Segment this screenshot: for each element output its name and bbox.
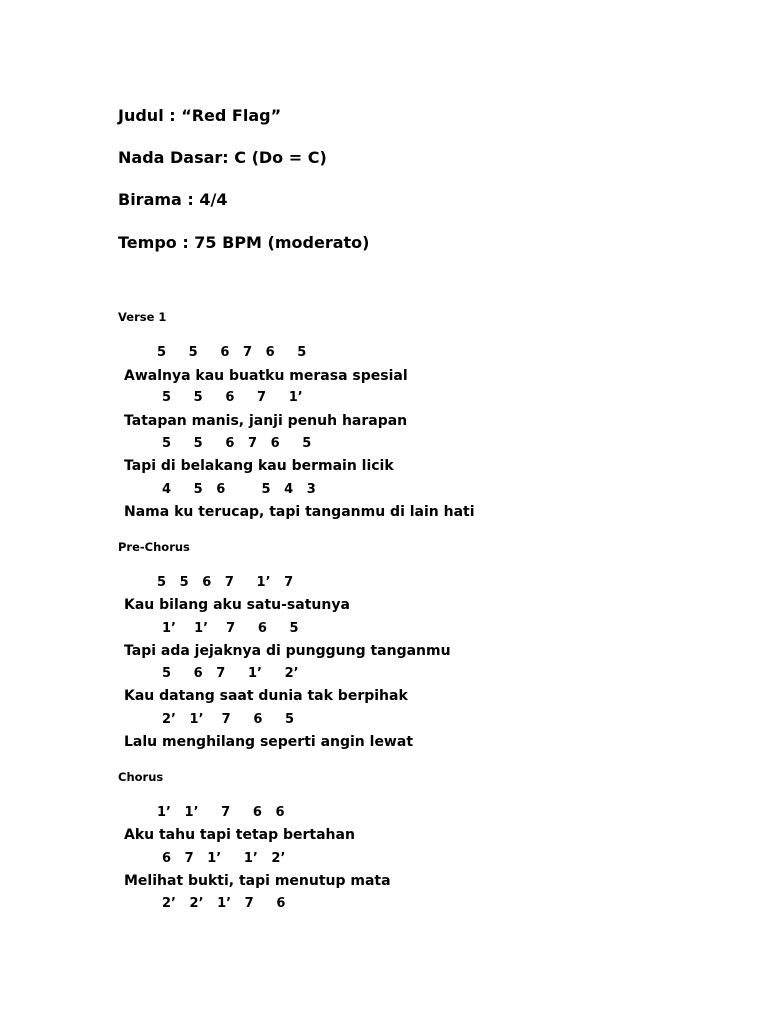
section-title-chorus: Chorus xyxy=(118,770,164,784)
notes-line: 5 6 7 1’ 2’ xyxy=(162,666,299,681)
song-meter: Birama : 4/4 xyxy=(118,190,228,209)
song-title: Judul : “Red Flag” xyxy=(118,106,282,125)
notes-line: 6 7 1’ 1’ 2’ xyxy=(162,851,286,866)
lyric-line: Kau bilang aku satu-satunya xyxy=(124,597,350,613)
song-key: Nada Dasar: C (Do = C) xyxy=(118,148,327,167)
lyric-line: Tapi di belakang kau bermain licik xyxy=(124,458,394,474)
lyric-line: Nama ku terucap, tapi tanganmu di lain hati xyxy=(124,504,475,520)
lyric-line: Tatapan manis, janji penuh harapan xyxy=(124,413,408,429)
notes-line: 5 5 6 7 6 5 xyxy=(162,436,312,451)
lyric-line: Awalnya kau buatku merasa spesial xyxy=(124,368,408,384)
song-tempo: Tempo : 75 BPM (moderato) xyxy=(118,233,370,252)
notes-line: 5 5 6 7 6 5 xyxy=(157,345,307,360)
section-title-pre-chorus: Pre-Chorus xyxy=(118,540,190,554)
notes-line: 2’ 1’ 7 6 5 xyxy=(162,712,295,727)
notes-line: 4 5 6 5 4 3 xyxy=(162,482,316,497)
notes-line: 1’ 1’ 7 6 5 xyxy=(162,621,299,636)
notes-line: 5 5 6 7 1’ xyxy=(162,390,303,405)
lyric-line: Kau datang saat dunia tak berpihak xyxy=(124,688,408,704)
notes-line: 2’ 2’ 1’ 7 6 xyxy=(162,896,286,911)
notes-line: 1’ 1’ 7 6 6 xyxy=(157,805,285,820)
lyric-line: Tapi ada jejaknya di punggung tanganmu xyxy=(124,643,451,659)
notes-line: 5 5 6 7 1’ 7 xyxy=(157,575,294,590)
section-title-verse-1: Verse 1 xyxy=(118,310,167,324)
lyric-line: Melihat bukti, tapi menutup mata xyxy=(124,873,391,889)
lyric-line: Aku tahu tapi tetap bertahan xyxy=(124,827,355,843)
lyric-line: Lalu menghilang seperti angin lewat xyxy=(124,734,414,750)
